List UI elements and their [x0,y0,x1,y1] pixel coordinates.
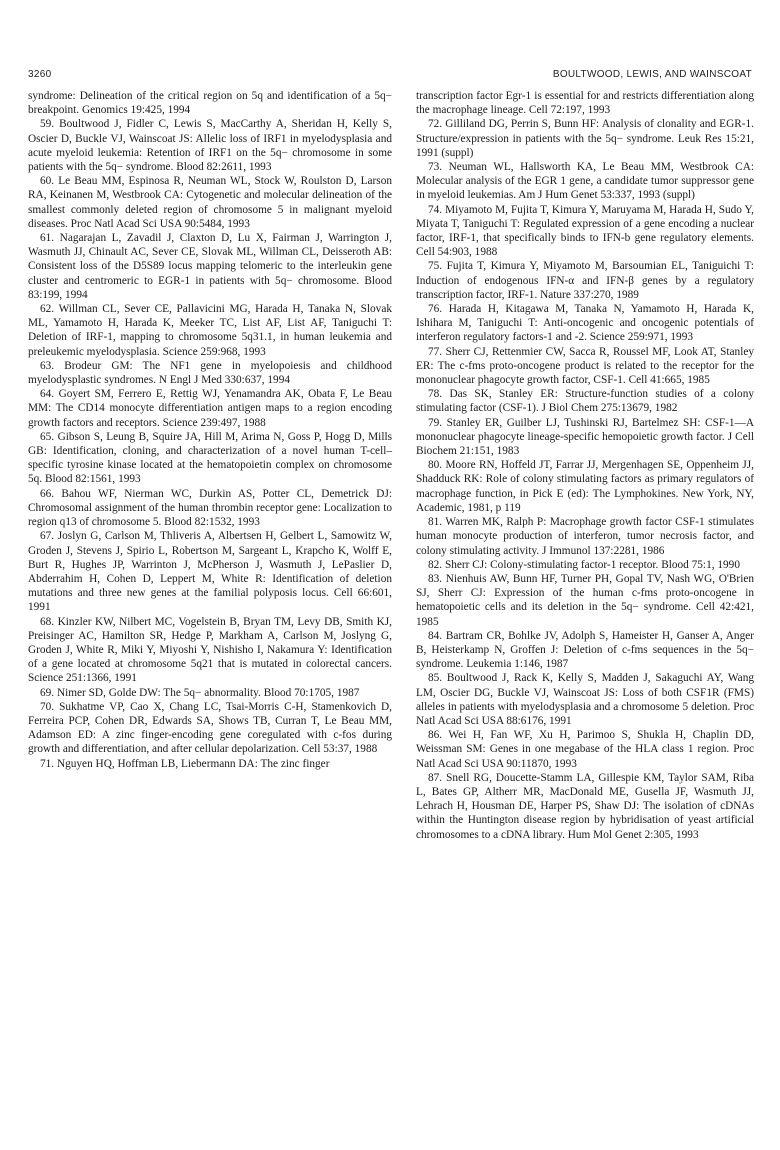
reference-entry: 65. Gibson S, Leung B, Squire JA, Hill M, Arima N, Goss P, Hogg D, Mills GB: Identification, cloning, and characterization of a novel human T-cell–specific tyrosine kinase located at the hematopoietin complex on chromosome 5q. Blood 82:1561, 1993 [28,430,392,486]
reference-entry: 83. Nienhuis AW, Bunn HF, Turner PH, Gopal TV, Nash WG, O'Brien SJ, Sherr CJ: Expression of the human c-fms proto-oncogene in hematopoietic cells and its deletion in the 5q− syndrome. Cell 42:421, 1985 [416,572,754,628]
reference-entry: 82. Sherr CJ: Colony-stimulating factor-1 receptor. Blood 75:1, 1990 [428,558,740,571]
reference-entry: 75. Fujita T, Kimura Y, Miyamoto M, Barsoumian EL, Taniguichi T: Induction of endogenous IFN-α and IFN-β genes by a regulatory transcription factor, IRF-1. Nature 337:270, 1989 [416,260,754,301]
reference-entry: 72. Gilliland DG, Perrin S, Bunn HF: Analysis of clonality and EGR-1. Structure/expression in patients with the 5q− syndrome. Leuk Res 15:21, 1991 (suppl) [416,118,754,159]
reference-entry: 62. Willman CL, Sever CE, Pallavicini MG, Harada H, Tanaka N, Slovak ML, Yamamoto H, Harada K, Meeker TC, List AF, List AF, Taniguchi T: Deletion of IRF-1, mapping to chromosome 5q31.1, in human leukemia and preleukemic myelodysplasia. Science 259:968, 1993 [28,303,392,358]
reference-entry: 86. Wei H, Fan WF, Xu H, Parimoo S, Shukla H, Chaplin DD, Weissman SM: Genes in one megabase of the HLA class 1 region. Proc Natl Acad Sci USA 90:11870, 1993 [416,729,754,770]
reference-entry: 69. Nimer SD, Golde DW: The 5q− abnormality. Blood 70:1705, 1987 [40,686,360,699]
reference-entry: 73. Neuman WL, Hallsworth KA, Le Beau MM, Westbrook CA: Molecular analysis of the EGR 1 gene, a candidate tumor suppressor gene in myeloid leukemias. Am J Hum Genet 53:337, 1993 (suppl) [416,161,754,202]
reference-entry: 84. Bartram CR, Bohlke JV, Adolph S, Hameister H, Ganser A, Anger B, Heisterkamp N, Groffen J: Deletion of c-fms sequences in the 5q− syndrome. Leukemia 1:146, 1987 [416,629,754,671]
reference-entry: 66. Bahou WF, Nierman WC, Durkin AS, Potter CL, Demetrick DJ: Chromosomal assignment of the human thrombin receptor gene: Localization to region q13 of chromosome 5. Blood 82:1532, 1993 [28,487,392,529]
reference-continuation: transcription factor Egr-1 is essential for and restricts differentiation along the macrophage lineage. Cell 72:197, 1993 [416,90,754,117]
reference-entry: 59. Boultwood J, Fidler C, Lewis S, MacCarthy A, Sheridan H, Kelly S, Oscier D, Buckle VJ, Wainscoat JS: Allelic loss of IRF1 in myelodysplasia and acute myeloid leukemia: Retention of IRF1 on the 5q− chromosome in some patients with the 5q− syndrome. Blood 82:2611, 1993 [28,118,392,174]
reference-entry: 63. Brodeur GM: The NF1 gene in myelopoiesis and childhood myelodysplastic syndromes. N Engl J Med 330:637, 1994 [28,359,392,387]
running-head: BOULTWOOD, LEWIS, AND WAINSCOAT [552,69,752,80]
reference-entry: 67. Joslyn G, Carlson M, Thliveris A, Albertsen H, Gelbert L, Samowitz W, Groden J, Stevens J, Spirio L, Robertson M, Sargeant L, Krapcho K, Wolff E, Burt R, Hughes JP, Warrinton J, McPherson J, Wasmuth J, LePaslier D, Abderrahim H, Cohen D, Leppert M, White R: Identification of deletion mutations and three new genes at the familial polyposis locus. Cell 66:601, 1991 [28,530,392,614]
reference-column-right [416,89,754,842]
reference-entry: 70. Sukhatme VP, Cao X, Chang LC, Tsai-Morris C-H, Stamenkovich D, Ferreira PCP, Cohen DR, Edwards SA, Shows TB, Curran T, Le Beau MM, Adamson ED: A zinc finger-encoding gene coregulated with c-fos during growth and differentiation, and after cellular depolarization. Cell 53:37, 1988 [28,700,392,756]
reference-entry: 76. Harada H, Kitagawa M, Tanaka N, Yamamoto H, Harada K, Ishihara M, Taniguchi T: Anti-oncogenic and oncogenic potentials of interferon regulatory factors-1 and -2. Science 259:971, 1993 [416,303,754,344]
reference-entry: 78. Das SK, Stanley ER: Structure-function studies of a colony stimulating factor (CSF-1). J Biol Chem 275:13679, 1982 [416,388,754,415]
reference-entry: 79. Stanley ER, Guilber LJ, Tushinski RJ, Bartelmez SH: CSF-1—A mononuclear phagocyte lineage-specific hemopoietic growth factor. J Cell Biochem 21:151, 1983 [416,416,754,458]
reference-entry: 77. Sherr CJ, Rettenmier CW, Sacca R, Roussel MF, Look AT, Stanley ER: The c-fms proto-oncogene product is related to the receptor for the mononuclear phagocyte growth factor, CSF-1. Cell 41:665, 1985 [416,345,754,387]
page-number: 3260 [28,69,52,80]
reference-continuation: syndrome: Delineation of the critical region on 5q and identification of a 5q− breakpoint. Genomics 19:425, 1994 [28,90,392,117]
reference-entry: 60. Le Beau MM, Espinosa R, Neuman WL, Stock W, Roulston D, Larson RA, Keinanen M, Westbrook CA: Cytogenetic and molecular delineation of the smallest commonly deleted region of chromosome 5 in malignant myeloid diseases. Proc Natl Acad Sci USA 90:5484, 1993 [28,175,392,230]
reference-entry: 74. Miyamoto M, Fujita T, Kimura Y, Maruyama M, Harada H, Sudo Y, Miyata T, Taniguchi T: Regulated expression of a gene encoding a nuclear factor, IRF-1, that specifically binds to IFN-b gene regulatory elements. Cell 54:903, 1988 [416,203,754,259]
reference-entry: 61. Nagarajan L, Zavadil J, Claxton D, Lu X, Fairman J, Warrington J, Wasmuth JJ, Chinault AC, Sever CE, Slovak ML, Willman CL, Deisseroth AB: Consistent loss of the D5S89 locus mapping telomeric to the interleukin gene cluster and centromeric to EGR-1 in patients with 5q− chromosome. Blood 83:199, 1994 [28,232,392,301]
reference-entry: 87. Snell RG, Doucette-Stamm LA, Gillespie KM, Taylor SAM, Riba L, Bates GP, Altherr MR, MacDonald ME, Gusella JF, Wasmuth JJ, Lehrach H, Housman DE, Harper PS, Shaw DJ: The isolation of cDNAs within the Huntington disease region by hybridisation of yeast artificial chromosomes to a cDNA library. Hum Mol Genet 2:305, 1993 [416,771,754,841]
reference-entry: 85. Boultwood J, Rack K, Kelly S, Madden J, Sakaguchi AY, Wang LM, Oscier DG, Buckle VJ, Wainscoat JS: Loss of both CSF1R (FMS) alleles in patients with myelodysplasia and a chromosome 5 deletion. Proc Natl Acad Sci USA 88:6176, 1991 [416,672,754,727]
reference-entry: 68. Kinzler KW, Nilbert MC, Vogelstein B, Bryan TM, Levy DB, Smith KJ, Preisinger AC, Hamilton SR, Hedge P, Markham A, Carlson M, Joslyng G, Groden J, White R, Miki Y, Miyoshi Y, Nishisho I, Nakamura Y: Identification of a gene located at chromosome 5q21 that is mutated in colorectal cancers. Science 251:1366, 1991 [28,615,392,685]
reference-entry: 80. Moore RN, Hoffeld JT, Farrar JJ, Mergenhagen SE, Oppenheim JJ, Shadduck RK: Role of colony stimulating factors as primary regulators of macrophage function, in Pick E (ed): The Lymphokines. New York, NY, Academic, 1981, p 119 [416,459,754,514]
reference-entry: 71. Nguyen HQ, Hoffman LB, Liebermann DA: The zinc finger [40,757,330,770]
reference-column-left [28,89,392,771]
reference-entry: 81. Warren MK, Ralph P: Macrophage growth factor CSF-1 stimulates human monocyte production of interferon, tumor necrosis factor, and colony stimulating activity. J Immunol 137:2281, 1986 [416,516,754,557]
reference-entry: 64. Goyert SM, Ferrero E, Rettig WJ, Yenamandra AK, Obata F, Le Beau MM: The CD14 monocyte differentiation antigen maps to a region encoding growth factors and receptors. Science 239:497, 1988 [28,388,392,429]
